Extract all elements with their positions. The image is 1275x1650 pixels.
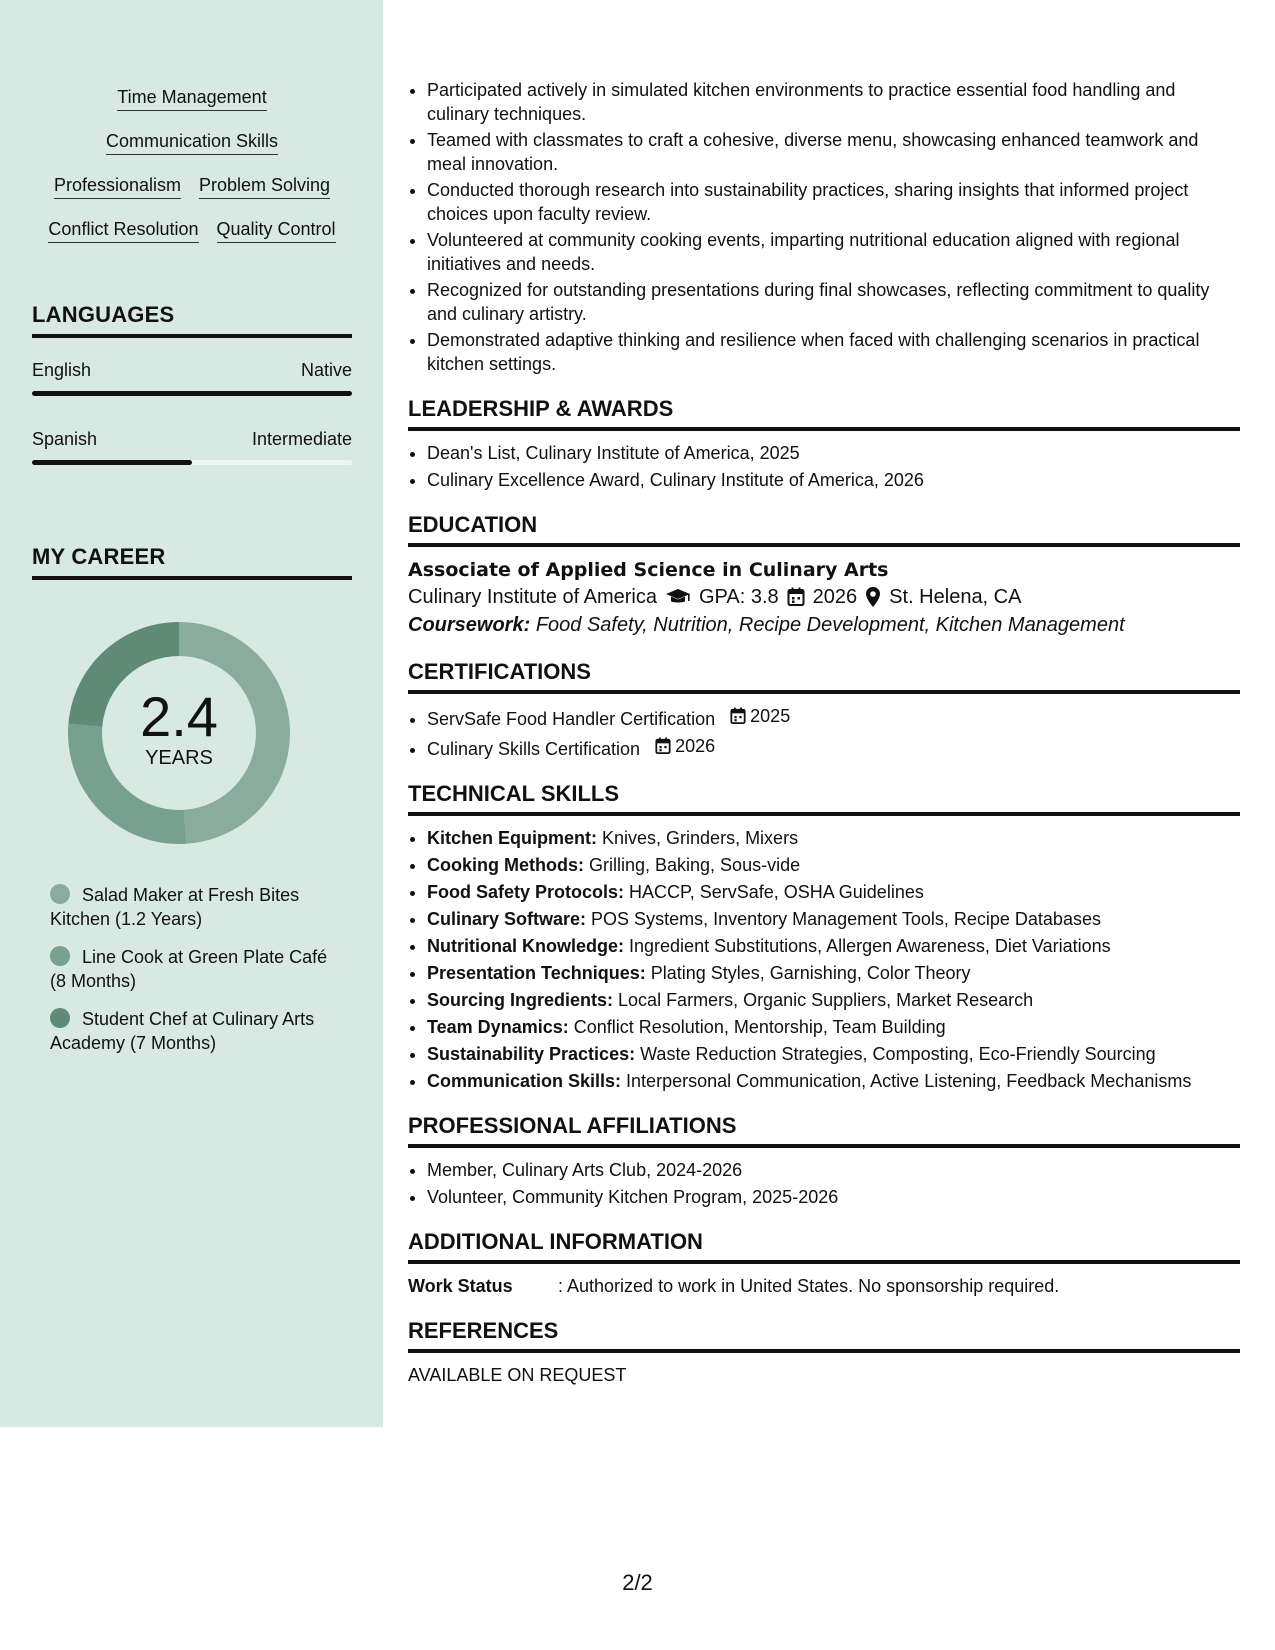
skill-tag: Quality Control (217, 218, 336, 243)
affiliations-list (408, 1158, 1240, 1209)
leadership-heading: LEADERSHIP & AWARDS (408, 396, 1240, 431)
certification-item (427, 704, 1240, 731)
leadership-item: • Dean's List, Culinary Institute of America, 2025 (427, 441, 1240, 465)
coursework-label: Coursework: (408, 614, 531, 636)
experience-bullet: • Participated actively in simulated kitchen environments to practice essential food handling and culinary techniques. (427, 78, 1240, 126)
language-level: Native (300, 360, 352, 380)
calendar-icon (787, 587, 805, 607)
career-item: Salad Maker at Fresh Bites Kitchen (1.2 Years) (50, 885, 300, 929)
education-details (408, 583, 1240, 611)
career-donut (66, 620, 292, 846)
career-total (66, 620, 292, 846)
career-heading: MY CAREER (32, 544, 352, 580)
experience-bullet: • Demonstrated adaptive thinking and resilience when faced with challenging scenarios in practical kitchen settings. (427, 328, 1240, 376)
references-heading: REFERENCES (408, 1318, 1240, 1353)
graduation-year: 2026 (812, 586, 858, 608)
work-status-value: : Authorized to work in United States. No sponsorship required. (558, 1276, 1060, 1296)
language-name: English (32, 360, 92, 380)
references-text: AVAILABLE ON REQUEST (408, 1365, 627, 1385)
coursework (408, 611, 1240, 639)
work-status-label: Work Status (408, 1276, 513, 1296)
language-bar-fill (32, 391, 352, 396)
certifications-heading: CERTIFICATIONS (408, 659, 1240, 694)
career-total-unit: YEARS (145, 747, 213, 769)
experience-bullet: • Conducted thorough research into sustainability practices, sharing insights that informed project choices upon faculty review. (427, 178, 1240, 226)
certification-name: Culinary Skills Certification (427, 739, 641, 759)
affiliation-item: • Member, Culinary Arts Club, 2024-2026 (427, 1158, 1240, 1182)
technical-skills-list (408, 826, 1240, 1093)
leadership-item: • Culinary Excellence Award, Culinary Institute of America, 2026 (427, 468, 1240, 492)
experience-bullet: • Teamed with classmates to craft a cohesive, diverse menu, showcasing enhanced teamwork and meal innovation. (427, 128, 1240, 176)
language-english (32, 359, 352, 396)
page-number: 2/2 (622, 1570, 653, 1595)
language-name: Spanish (32, 429, 98, 449)
technical-skill-item: • Kitchen Equipment: Knives, Grinders, Mixers (427, 826, 1240, 850)
main-content (408, 78, 1240, 1387)
certification-item (427, 734, 1240, 761)
school-location: St. Helena, CA (889, 586, 1022, 608)
technical-skill-item: • Culinary Software: POS Systems, Inventory Management Tools, Recipe Databases (427, 907, 1240, 931)
language-level: Intermediate (251, 429, 352, 449)
affiliations-heading: PROFESSIONAL AFFILIATIONS (408, 1113, 1240, 1148)
technical-skill-item: • Cooking Methods: Grilling, Baking, Sous-vide (427, 853, 1240, 877)
career-item: Line Cook at Green Plate Café (8 Months) (50, 947, 328, 991)
technical-skill-item: • Communication Skills: Interpersonal Communication, Active Listening, Feedback Mechanisms (427, 1069, 1240, 1093)
technical-skill-item: • Team Dynamics: Conflict Resolution, Mentorship, Team Building (427, 1015, 1240, 1039)
school-name: Culinary Institute of America (408, 586, 657, 608)
technical-skill-item: • Nutritional Knowledge: Ingredient Substitutions, Allergen Awareness, Diet Variations (427, 934, 1240, 958)
coursework-list: Food Safety, Nutrition, Recipe Development, Kitchen Management (535, 614, 1125, 636)
skill-tag: Communication Skills (106, 130, 278, 155)
technical-skill-item: • Presentation Techniques: Plating Styles, Garnishing, Color Theory (427, 961, 1240, 985)
leadership-list (408, 441, 1240, 492)
experience-bullet: • Volunteered at community cooking events, imparting nutritional education aligned with regional initiatives and needs. (427, 228, 1240, 276)
skill-tag: Professionalism (54, 174, 181, 199)
career-total-value: 2.4 (140, 685, 218, 748)
language-spanish (32, 428, 352, 465)
work-status (408, 1274, 1240, 1298)
skill-tag-row (48, 218, 335, 243)
certification-year: 2025 (750, 706, 791, 726)
calendar-icon (655, 737, 671, 755)
sidebar (0, 0, 383, 1427)
skill-tag-row (117, 86, 266, 111)
languages-heading: LANGUAGES (32, 302, 352, 338)
career-dot-icon (50, 884, 70, 904)
technical-skills-heading: TECHNICAL SKILLS (408, 781, 1240, 816)
gpa: GPA: 3.8 (699, 586, 779, 608)
technical-skill-item: • Sourcing Ingredients: Local Farmers, Organic Suppliers, Market Research (427, 988, 1240, 1012)
language-bar (32, 460, 352, 465)
certification-year: 2026 (675, 736, 716, 756)
language-bar (32, 391, 352, 396)
certification-name: ServSafe Food Handler Certification (427, 709, 716, 729)
skill-tag-row (106, 130, 278, 155)
experience-bullets (408, 78, 1240, 376)
technical-skill-item: • Food Safety Protocols: HACCP, ServSafe, OSHA Guidelines (427, 880, 1240, 904)
technical-skill-item: • Sustainability Practices: Waste Reduction Strategies, Composting, Eco-Friendly Sourcing (427, 1042, 1240, 1066)
skill-tags (32, 86, 352, 262)
graduation-cap-icon (665, 588, 691, 606)
location-pin-icon (865, 586, 881, 608)
affiliation-item: • Volunteer, Community Kitchen Program, 2025-2026 (427, 1185, 1240, 1209)
certifications-list (408, 704, 1240, 761)
career-dot-icon (50, 946, 70, 966)
additional-info-heading: ADDITIONAL INFORMATION (408, 1229, 1240, 1264)
skill-tag: Problem Solving (199, 174, 330, 199)
degree-title: Associate of Applied Science in Culinary Arts (408, 559, 889, 581)
skill-tag: Conflict Resolution (48, 218, 198, 243)
career-dot-icon (50, 1008, 70, 1028)
skill-tag: Time Management (117, 86, 266, 111)
experience-bullet: • Recognized for outstanding presentations during final showcases, reflecting commitment to quality and culinary artistry. (427, 278, 1240, 326)
skill-tag-row (54, 174, 330, 199)
language-bar-fill (32, 460, 192, 465)
education-heading: EDUCATION (408, 512, 1240, 547)
career-item: Student Chef at Culinary Arts Academy (7 Months) (50, 1009, 315, 1053)
career-list (50, 883, 340, 1069)
calendar-icon (730, 707, 746, 725)
